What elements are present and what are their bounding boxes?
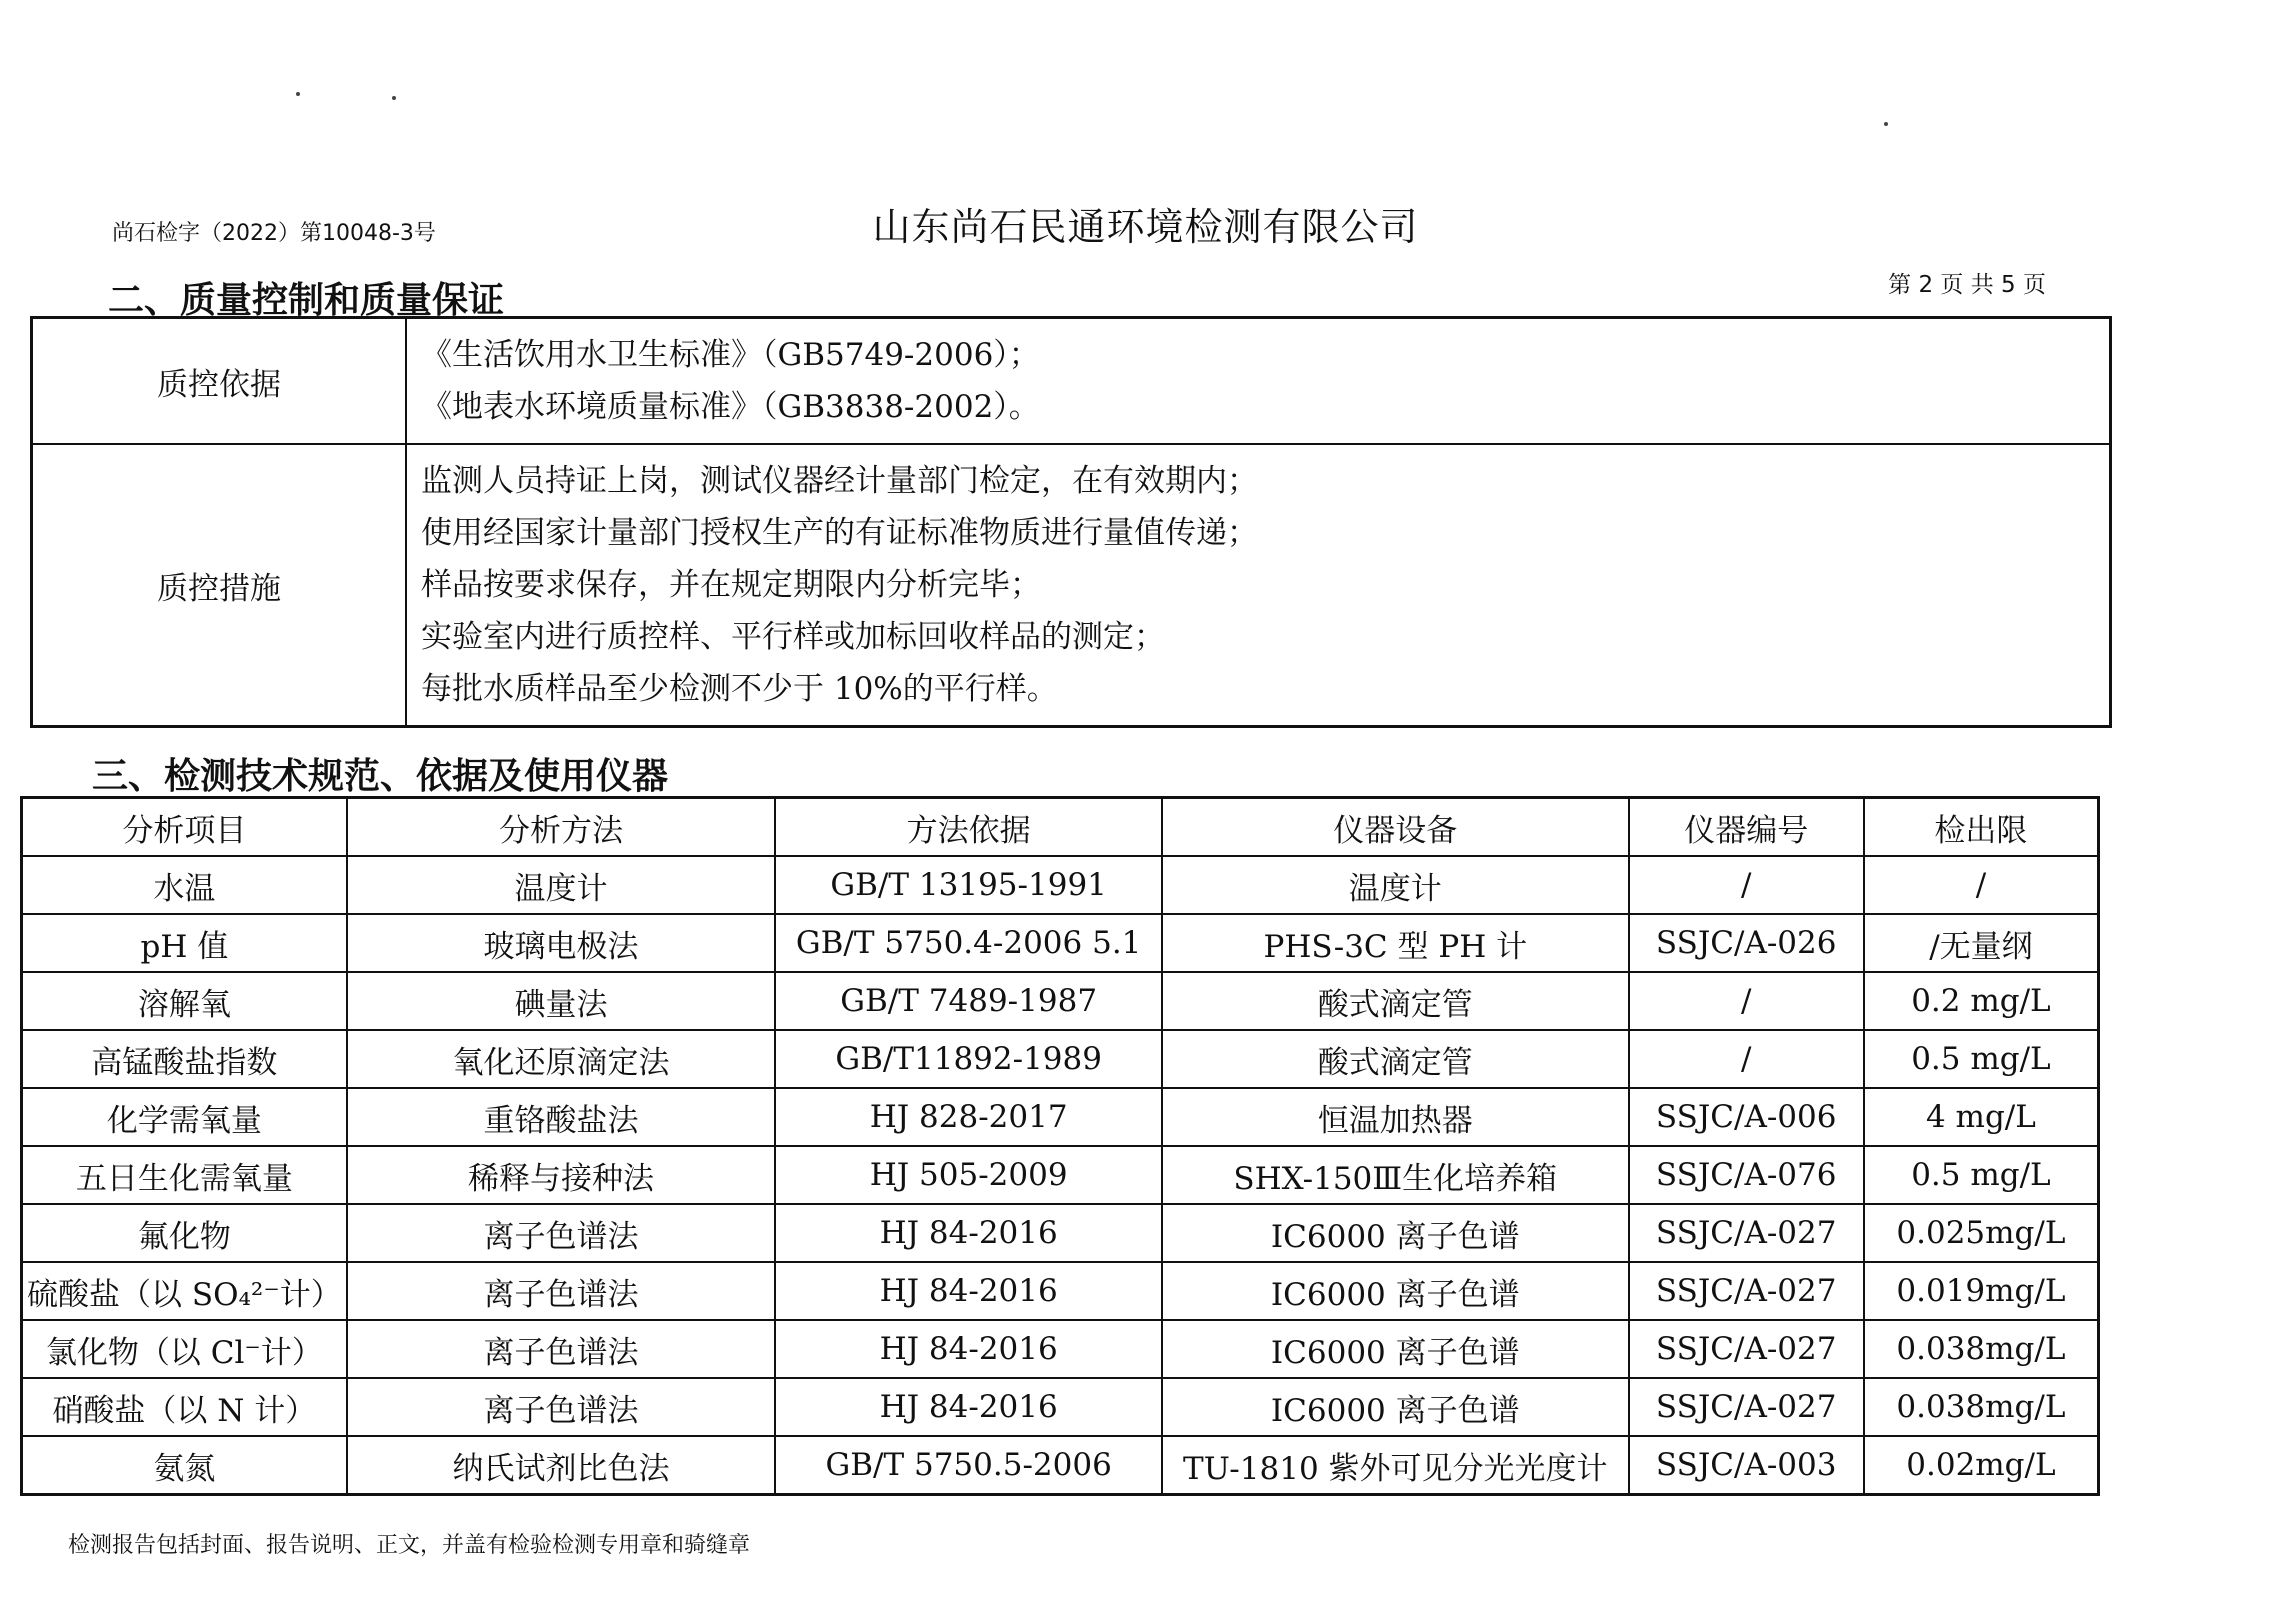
cell-method: 纳氏试剂比色法	[347, 1436, 776, 1495]
col-header-standard: 方法依据	[775, 798, 1162, 857]
quality-control-table	[30, 316, 2112, 728]
qc-measure-line: 每批水质样品至少检测不少于 10%的平行样。	[421, 671, 1058, 707]
qc-basis-content	[406, 318, 2111, 445]
cell-standard: HJ 828-2017	[775, 1088, 1162, 1146]
cell-item: 硝酸盐（以 N 计）	[22, 1378, 347, 1436]
table-row	[22, 856, 2099, 914]
cell-method: 离子色谱法	[347, 1262, 776, 1320]
section-2-title: 二、质量控制和质量保证	[108, 280, 505, 321]
cell-instrument-id: SSJC/A-027	[1629, 1320, 1864, 1378]
cell-standard: HJ 505-2009	[775, 1146, 1162, 1204]
qc-basis-line: 《地表水环境质量标准》（GB3838-2002）。	[421, 389, 1040, 425]
qc-measures-label: 质控措施	[32, 444, 407, 727]
table-row	[22, 1262, 2099, 1320]
cell-standard: GB/T 5750.5-2006	[775, 1436, 1162, 1495]
cell-instrument: TU-1810 紫外可见分光光度计	[1162, 1436, 1629, 1495]
cell-detection-limit: 0.2 mg/L	[1864, 972, 2099, 1030]
cell-detection-limit: /无量纲	[1864, 914, 2099, 972]
cell-instrument-id: SSJC/A-027	[1629, 1204, 1864, 1262]
col-header-detection-limit: 检出限	[1864, 798, 2099, 857]
qc-measure-line: 监测人员持证上岗，测试仪器经计量部门检定，在有效期内；	[421, 463, 1258, 499]
cell-instrument: 恒温加热器	[1162, 1088, 1629, 1146]
qc-measure-line: 实验室内进行质控样、平行样或加标回收样品的测定；	[421, 619, 1165, 655]
qc-measure-line: 使用经国家计量部门授权生产的有证标准物质进行量值传递；	[421, 515, 1258, 551]
cell-detection-limit: 0.019mg/L	[1864, 1262, 2099, 1320]
cell-detection-limit: /	[1864, 856, 2099, 914]
cell-method: 温度计	[347, 856, 776, 914]
cell-item: 化学需氧量	[22, 1088, 347, 1146]
scan-speck	[296, 92, 300, 96]
cell-instrument: 酸式滴定管	[1162, 972, 1629, 1030]
table-row	[22, 1146, 2099, 1204]
qc-basis-line: 《生活饮用水卫生标准》（GB5749-2006）；	[421, 337, 1040, 373]
cell-item: 高锰酸盐指数	[22, 1030, 347, 1088]
qc-measures-content	[406, 444, 2111, 727]
cell-method: 碘量法	[347, 972, 776, 1030]
cell-instrument-id: SSJC/A-076	[1629, 1146, 1864, 1204]
cell-instrument-id: /	[1629, 1030, 1864, 1088]
document-number: 尚石检字（2022）第10048-3号	[112, 221, 436, 246]
scan-speck	[392, 96, 396, 100]
qc-basis-label: 质控依据	[32, 318, 407, 445]
cell-instrument: 温度计	[1162, 856, 1629, 914]
cell-method: 稀释与接种法	[347, 1146, 776, 1204]
qc-measure-line: 样品按要求保存，并在规定期限内分析完毕；	[421, 567, 1041, 603]
scan-speck	[1884, 122, 1888, 126]
page-info: 第 2 页 共 5 页	[1888, 272, 2046, 298]
cell-method: 离子色谱法	[347, 1204, 776, 1262]
table-row	[22, 1030, 2099, 1088]
col-header-item: 分析项目	[22, 798, 347, 857]
cell-instrument-id: SSJC/A-003	[1629, 1436, 1864, 1495]
table-header-row	[22, 798, 2099, 857]
table-row	[22, 1320, 2099, 1378]
cell-instrument-id: SSJC/A-026	[1629, 914, 1864, 972]
cell-instrument-id: /	[1629, 972, 1864, 1030]
cell-method: 重铬酸盐法	[347, 1088, 776, 1146]
section-3-title: 三、检测技术规范、依据及使用仪器	[92, 756, 669, 797]
cell-detection-limit: 4 mg/L	[1864, 1088, 2099, 1146]
cell-method: 玻璃电极法	[347, 914, 776, 972]
table-row	[22, 1378, 2099, 1436]
cell-detection-limit: 0.5 mg/L	[1864, 1146, 2099, 1204]
cell-standard: HJ 84-2016	[775, 1204, 1162, 1262]
cell-item: 水温	[22, 856, 347, 914]
table-row	[22, 914, 2099, 972]
cell-instrument: PHS-3C 型 PH 计	[1162, 914, 1629, 972]
cell-instrument: 酸式滴定管	[1162, 1030, 1629, 1088]
cell-detection-limit: 0.5 mg/L	[1864, 1030, 2099, 1088]
table-row	[22, 972, 2099, 1030]
cell-method: 离子色谱法	[347, 1378, 776, 1436]
cell-instrument: IC6000 离子色谱	[1162, 1378, 1629, 1436]
table-body	[22, 856, 2099, 1495]
col-header-method: 分析方法	[347, 798, 776, 857]
cell-detection-limit: 0.038mg/L	[1864, 1320, 2099, 1378]
cell-standard: GB/T 5750.4-2006 5.1	[775, 914, 1162, 972]
cell-standard: HJ 84-2016	[775, 1320, 1162, 1378]
cell-standard: HJ 84-2016	[775, 1262, 1162, 1320]
footer-note: 检测报告包括封面、报告说明、正文，并盖有检验检测专用章和骑缝章	[68, 1533, 751, 1558]
cell-instrument-id: SSJC/A-006	[1629, 1088, 1864, 1146]
cell-method: 离子色谱法	[347, 1320, 776, 1378]
cell-detection-limit: 0.025mg/L	[1864, 1204, 2099, 1262]
cell-item: 氟化物	[22, 1204, 347, 1262]
cell-detection-limit: 0.038mg/L	[1864, 1378, 2099, 1436]
cell-standard: GB/T 7489-1987	[775, 972, 1162, 1030]
cell-instrument-id: SSJC/A-027	[1629, 1262, 1864, 1320]
cell-instrument-id: SSJC/A-027	[1629, 1378, 1864, 1436]
table-row	[22, 1436, 2099, 1495]
cell-detection-limit: 0.02mg/L	[1864, 1436, 2099, 1495]
cell-standard: GB/T 13195-1991	[775, 856, 1162, 914]
cell-item: 氯化物（以 Cl⁻计）	[22, 1320, 347, 1378]
qc-basis-row	[32, 318, 2111, 445]
col-header-instrument-id: 仪器编号	[1629, 798, 1864, 857]
cell-item: 五日生化需氧量	[22, 1146, 347, 1204]
qc-measures-row	[32, 444, 2111, 727]
table-row	[22, 1204, 2099, 1262]
cell-instrument: SHX-150Ⅲ生化培养箱	[1162, 1146, 1629, 1204]
cell-method: 氧化还原滴定法	[347, 1030, 776, 1088]
cell-instrument: IC6000 离子色谱	[1162, 1204, 1629, 1262]
cell-instrument-id: /	[1629, 856, 1864, 914]
col-header-instrument: 仪器设备	[1162, 798, 1629, 857]
cell-item: 溶解氧	[22, 972, 347, 1030]
methods-instruments-table	[20, 796, 2100, 1496]
table-row	[22, 1088, 2099, 1146]
cell-item: 氨氮	[22, 1436, 347, 1495]
cell-standard: GB/T11892-1989	[775, 1030, 1162, 1088]
cell-instrument: IC6000 离子色谱	[1162, 1320, 1629, 1378]
cell-item: 硫酸盐（以 SO₄²⁻计）	[22, 1262, 347, 1320]
cell-standard: HJ 84-2016	[775, 1378, 1162, 1436]
cell-item: pH 值	[22, 914, 347, 972]
cell-instrument: IC6000 离子色谱	[1162, 1262, 1629, 1320]
company-name: 山东尚石民通环境检测有限公司	[872, 205, 1419, 249]
